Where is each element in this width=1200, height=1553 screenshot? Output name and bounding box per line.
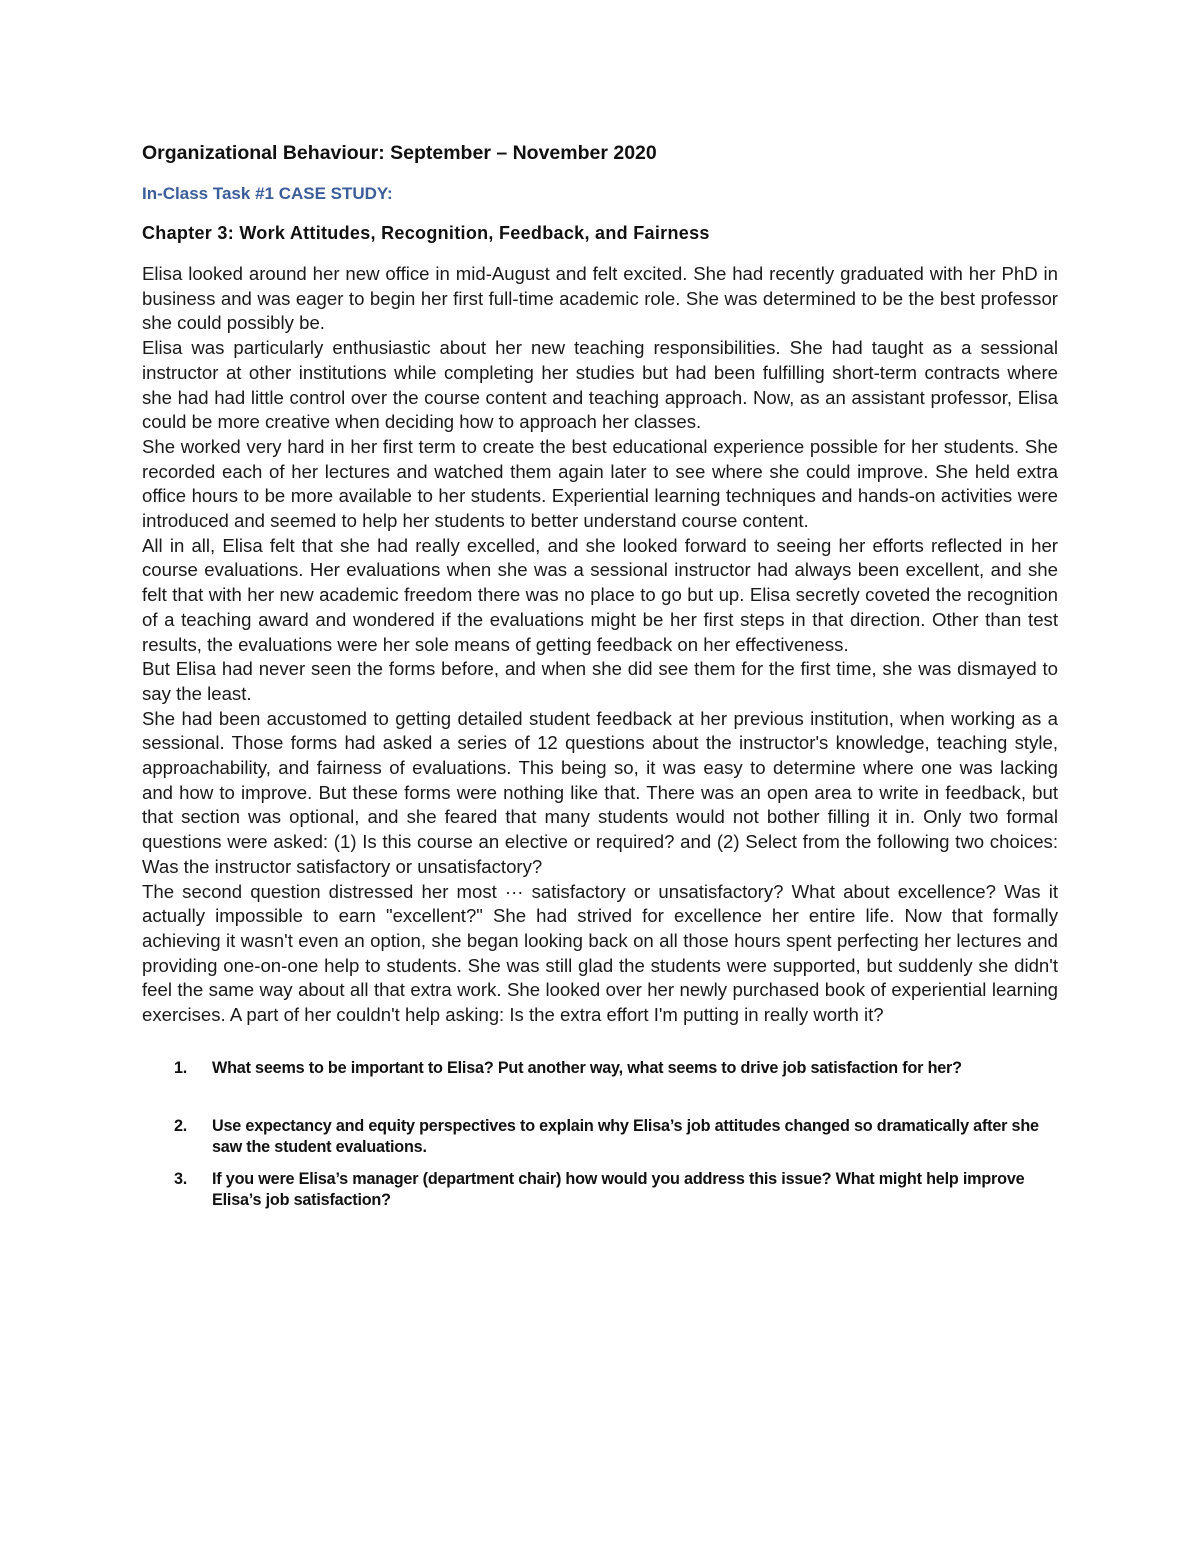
question-text: Use expectancy and equity perspectives to explain why Elisa’s job attitudes changed so dramatically after she saw the student evaluations.: [212, 1116, 1039, 1156]
paragraph: The second question distressed her most ··· satisfactory or unsatisfactory? What about excellence? Was it actually impossible to earn "excellent?" She had strived for excellence her entire life. Now that formally achieving it wasn't even an option, she began looking back on all those hours spent perfecting her lectures and providing one-on-one help to students. She was still glad the students were supported, but suddenly she didn't feel the same way about all that extra work. She looked over her newly purchased book of experiential learning exercises. A part of her couldn't help asking: Is the extra effort I'm putting in really worth it?: [142, 880, 1058, 1026]
question-list: [142, 1058, 1058, 1211]
question-number: 1.: [174, 1058, 188, 1077]
question-number: 2.: [174, 1116, 188, 1135]
question-text: If you were Elisa’s manager (department chair) how would you address this issue? What might help improve Elisa’s job satisfaction?: [212, 1169, 1025, 1209]
question-text: What seems to be important to Elisa? Put another way, what seems to drive job satisfaction for her?: [212, 1058, 962, 1077]
paragraph: But Elisa had never seen the forms before, and when she did see them for the first time, she was dismayed to say the least.: [142, 658, 1058, 704]
paragraph: She had been accustomed to getting detailed student feedback at her previous institution, when working as a sessional. Those forms had asked a series of 12 questions about the instructor's knowledge, teaching style, approachability, and fairness of evaluations. This being so, it was easy to determine where one was lacking and how to improve. But these forms were nothing like that. There was an open area to write in feedback, but that section was optional, and she feared that many students would not bother filling it in. Only two formal questions were asked: (1) Is this course an elective or required? and (2) Select from the following two choices: Was the instructor satisfactory or unsatisfactory?: [142, 707, 1058, 877]
question-number: 3.: [174, 1169, 188, 1188]
document-page: [142, 140, 1058, 1211]
question-item: [142, 1169, 1058, 1211]
document-title: Organizational Behaviour: September – November 2020: [142, 142, 657, 164]
paragraph: She worked very hard in her first term to create the best educational experience possible for her students. She recorded each of her lectures and watched them again later to see where she could improve. She held extra office hours to be more available to her students. Experiential learning techniques and hands-on activities were introduced and seemed to help her students to better understand course content.: [142, 435, 1058, 532]
question-item: [142, 1058, 1058, 1079]
paragraph: Elisa looked around her new office in mid-August and felt excited. She had recently graduated with her PhD in business and was eager to begin her first full-time academic role. She was determined to be the best professor she could possibly be.: [142, 263, 1058, 334]
paragraph: All in all, Elisa felt that she had really excelled, and she looked forward to seeing her efforts reflected in her course evaluations. Her evaluations when she was a sessional instructor had always been excellent, and she felt that with her new academic freedom there was no place to go but up. Elisa secretly coveted the recognition of a teaching award and wondered if the evaluations might be her first steps in that direction. Other than test results, the evaluations were her sole means of getting feedback on her effectiveness.: [142, 534, 1058, 655]
task-label: In-Class Task #1 CASE STUDY:: [142, 184, 393, 203]
chapter-title: Chapter 3: Work Attitudes, Recognition, Feedback, and Fairness: [142, 223, 710, 243]
case-study-body: [142, 262, 1058, 1028]
question-item: [142, 1116, 1058, 1158]
paragraph: Elisa was particularly enthusiastic about her new teaching responsibilities. She had taught as a sessional instructor at other institutions while completing her studies but had been fulfilling short-term contracts where she had had little control over the course content and teaching approach. Now, as an assistant professor, Elisa could be more creative when deciding how to approach her classes.: [142, 337, 1058, 433]
